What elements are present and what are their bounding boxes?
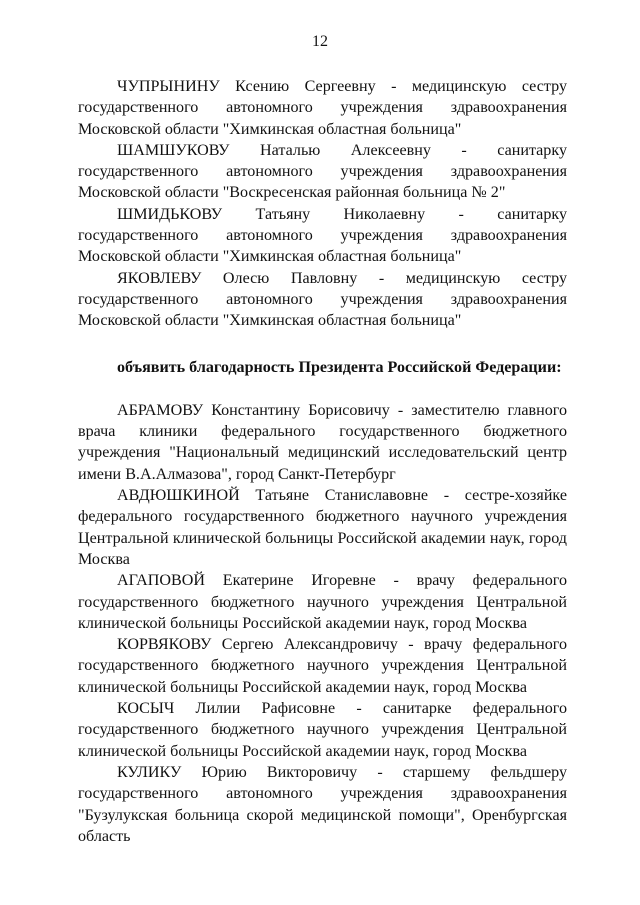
award-entry: АБРАМОВУ Константину Борисовичу - заместителю главного врача клиники федерального государственного бюджетного учреждения "Национальный медицинский исследовательский центр имени В.А.Алмазова", город Санкт-Петербург [78,401,567,483]
award-entry: КОРВЯКОВУ Сергею Александровичу - врачу федерального государственного бюджетного научного учреждения Центральной клинической больницы Российской академии наук, город Москва [78,636,567,696]
section-heading: объявить благодарность Президента Российской Федерации: [117,358,562,376]
award-entry: ШАМШУКОВУ Наталью Алексеевну - санитарку государственного автономного учреждения здравоохранения Московской области "Воскресенская районная больница № 2" [78,141,567,202]
document-body [78,76,567,847]
page-number: 12 [312,33,328,50]
award-entry: АГАПОВОЙ Екатерине Игоревне - врачу федерального государственного бюджетного научного учреждения Центральной клинической больницы Российской академии наук, город Москва [78,572,567,632]
award-entry: ШМИДЬКОВУ Татьяну Николаевну - санитарку государственного автономного учреждения здравоохранения Московской области "Химкинская областная больница" [78,205,567,266]
award-entry: ЧУПРЫНИНУ Ксению Сергеевну - медицинскую сестру государственного автономного учреждения здравоохранения Московской области "Химкинская областная больница" [78,78,567,138]
award-entry: АВДЮШКИНОЙ Татьяне Станиславовне - сестре-хозяйке федерального государственного бюджетного научного учреждения Центральной клинической больницы Российской академии наук, город Москва [78,487,567,568]
award-entry: КУЛИКУ Юрию Викторовичу - старшему фельдшеру государственного автономного учреждения здравоохранения "Бузулукская больница скорой медицинской помощи", Оренбургская область [78,763,567,845]
award-entry: ЯКОВЛЕВУ Олесю Павловну - медицинскую сестру государственного автономного учреждения здравоохранения Московской области "Химкинская областная больница" [78,269,567,330]
award-entry: КОСЫЧ Лилии Рафисовне - санитарке федерального государственного бюджетного научного учреждения Центральной клинической больницы Российской академии наук, город Москва [78,700,567,760]
